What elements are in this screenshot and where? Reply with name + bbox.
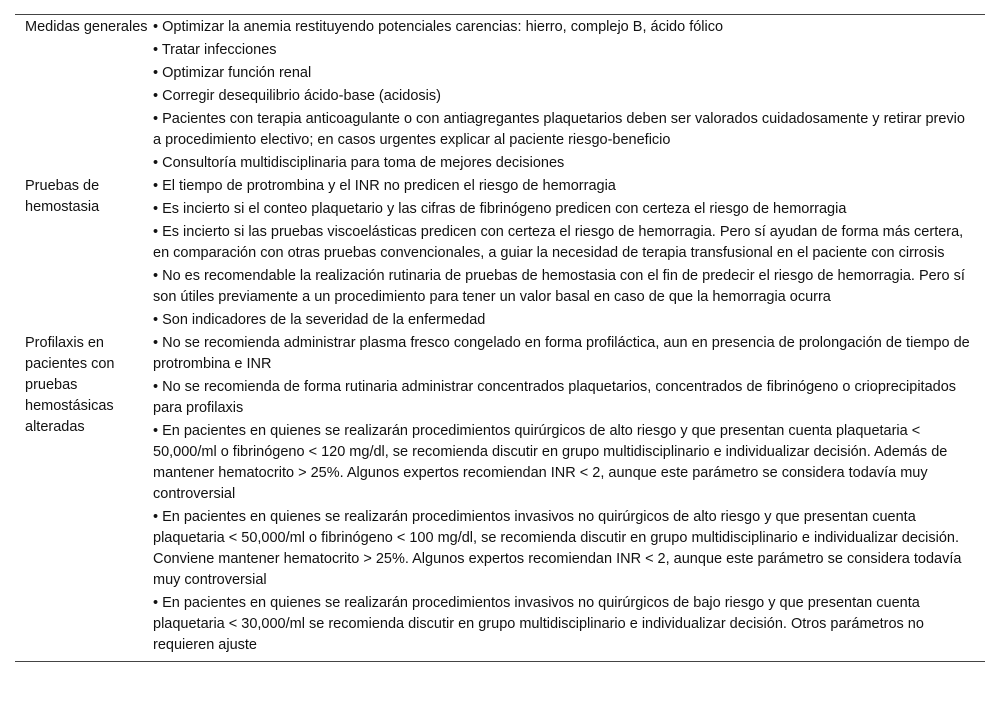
row-content xyxy=(153,17,985,176)
list-item: • Optimizar la anemia restituyendo potenciales carencias: hierro, complejo B, ácido fólico xyxy=(153,19,724,35)
list-item: • Es incierto si el conteo plaquetario y las cifras de fibrinógeno predicen con certeza el riesgo de hemorragia xyxy=(153,201,847,217)
row-heading: Profilaxis en pacientes con pruebas hemostásicas alteradas xyxy=(25,335,115,435)
list-item: • Son indicadores de la severidad de la enfermedad xyxy=(153,312,486,328)
row-content xyxy=(153,333,985,658)
list-item: • Pacientes con terapia anticoagulante o con antiagregantes plaquetarios deben ser valorados cuidadosamente y retirar previo a procedimiento electivo; en casos urgentes explicar al paciente riesgo-beneficio xyxy=(153,111,965,148)
recommendations-table xyxy=(15,14,985,662)
table-row xyxy=(15,17,985,176)
row-heading: Medidas generales xyxy=(25,19,148,35)
list-item: • El tiempo de protrombina y el INR no predicen el riesgo de hemorragia xyxy=(153,178,616,194)
row-content xyxy=(153,176,985,333)
row-heading: Pruebas de hemostasia xyxy=(25,178,100,215)
list-item: • No se recomienda administrar plasma fresco congelado en forma profiláctica, aun en presencia de prolongación de tiempo de protrombina e INR xyxy=(153,335,970,372)
list-item: • En pacientes en quienes se realizarán procedimientos quirúrgicos de alto riesgo y que presentan cuenta plaquetaria < 50,000/ml o fibrinógeno < 120 mg/dl, se recomienda discutir en grupo multidisciplinario e individualizar decisión. Además de mantener hematocrito > 25%. Algunos expertos recomiendan INR < 2, aunque este parámetro se considera todavía muy controversial xyxy=(153,423,948,502)
list-item: • Consultoría multidisciplinaria para toma de mejores decisiones xyxy=(153,155,565,171)
table-row xyxy=(15,176,985,333)
list-item: • En pacientes en quienes se realizarán procedimientos invasivos no quirúrgicos de bajo riesgo y que presentan cuenta plaquetaria < 30,000/ml se recomienda discutir en grupo multidisciplinario e individualizar decisión. Otros parámetros no requieren ajuste xyxy=(153,595,924,653)
list-item: • Optimizar función renal xyxy=(153,65,312,81)
table-row xyxy=(15,333,985,658)
list-item: • Tratar infecciones xyxy=(153,42,277,58)
list-item: • No se recomienda de forma rutinaria administrar concentrados plaquetarios, concentrados de fibrinógeno o crioprecipitados para profilaxis xyxy=(153,379,957,416)
list-item: • En pacientes en quienes se realizarán procedimientos invasivos no quirúrgicos de alto riesgo y que presentan cuenta plaquetaria < 50,000/ml o fibrinógeno < 100 mg/dl, se recomienda discutir en grupo multidisciplinario e individualizar decisión. Conviene mantener hematocrito > 25%. Algunos expertos recomiendan INR < 2, aunque este parámetro se considera todavía muy controversial xyxy=(153,509,962,588)
list-item: • Es incierto si las pruebas viscoelásticas predicen con certeza el riesgo de hemorragia. Pero sí ayudan de forma más certera, en comparación con otras pruebas convencionales, a guiar la necesidad de terapia transfusional en el paciente con cirrosis xyxy=(153,224,964,261)
list-item: • No es recomendable la realización rutinaria de pruebas de hemostasia con el fin de predecir el riesgo de hemorragia. Pero sí son útiles previamente a un procedimiento para tener un valor basal en caso de que la hemorragia ocurra xyxy=(153,268,965,305)
list-item: • Corregir desequilibrio ácido-base (acidosis) xyxy=(153,88,441,104)
